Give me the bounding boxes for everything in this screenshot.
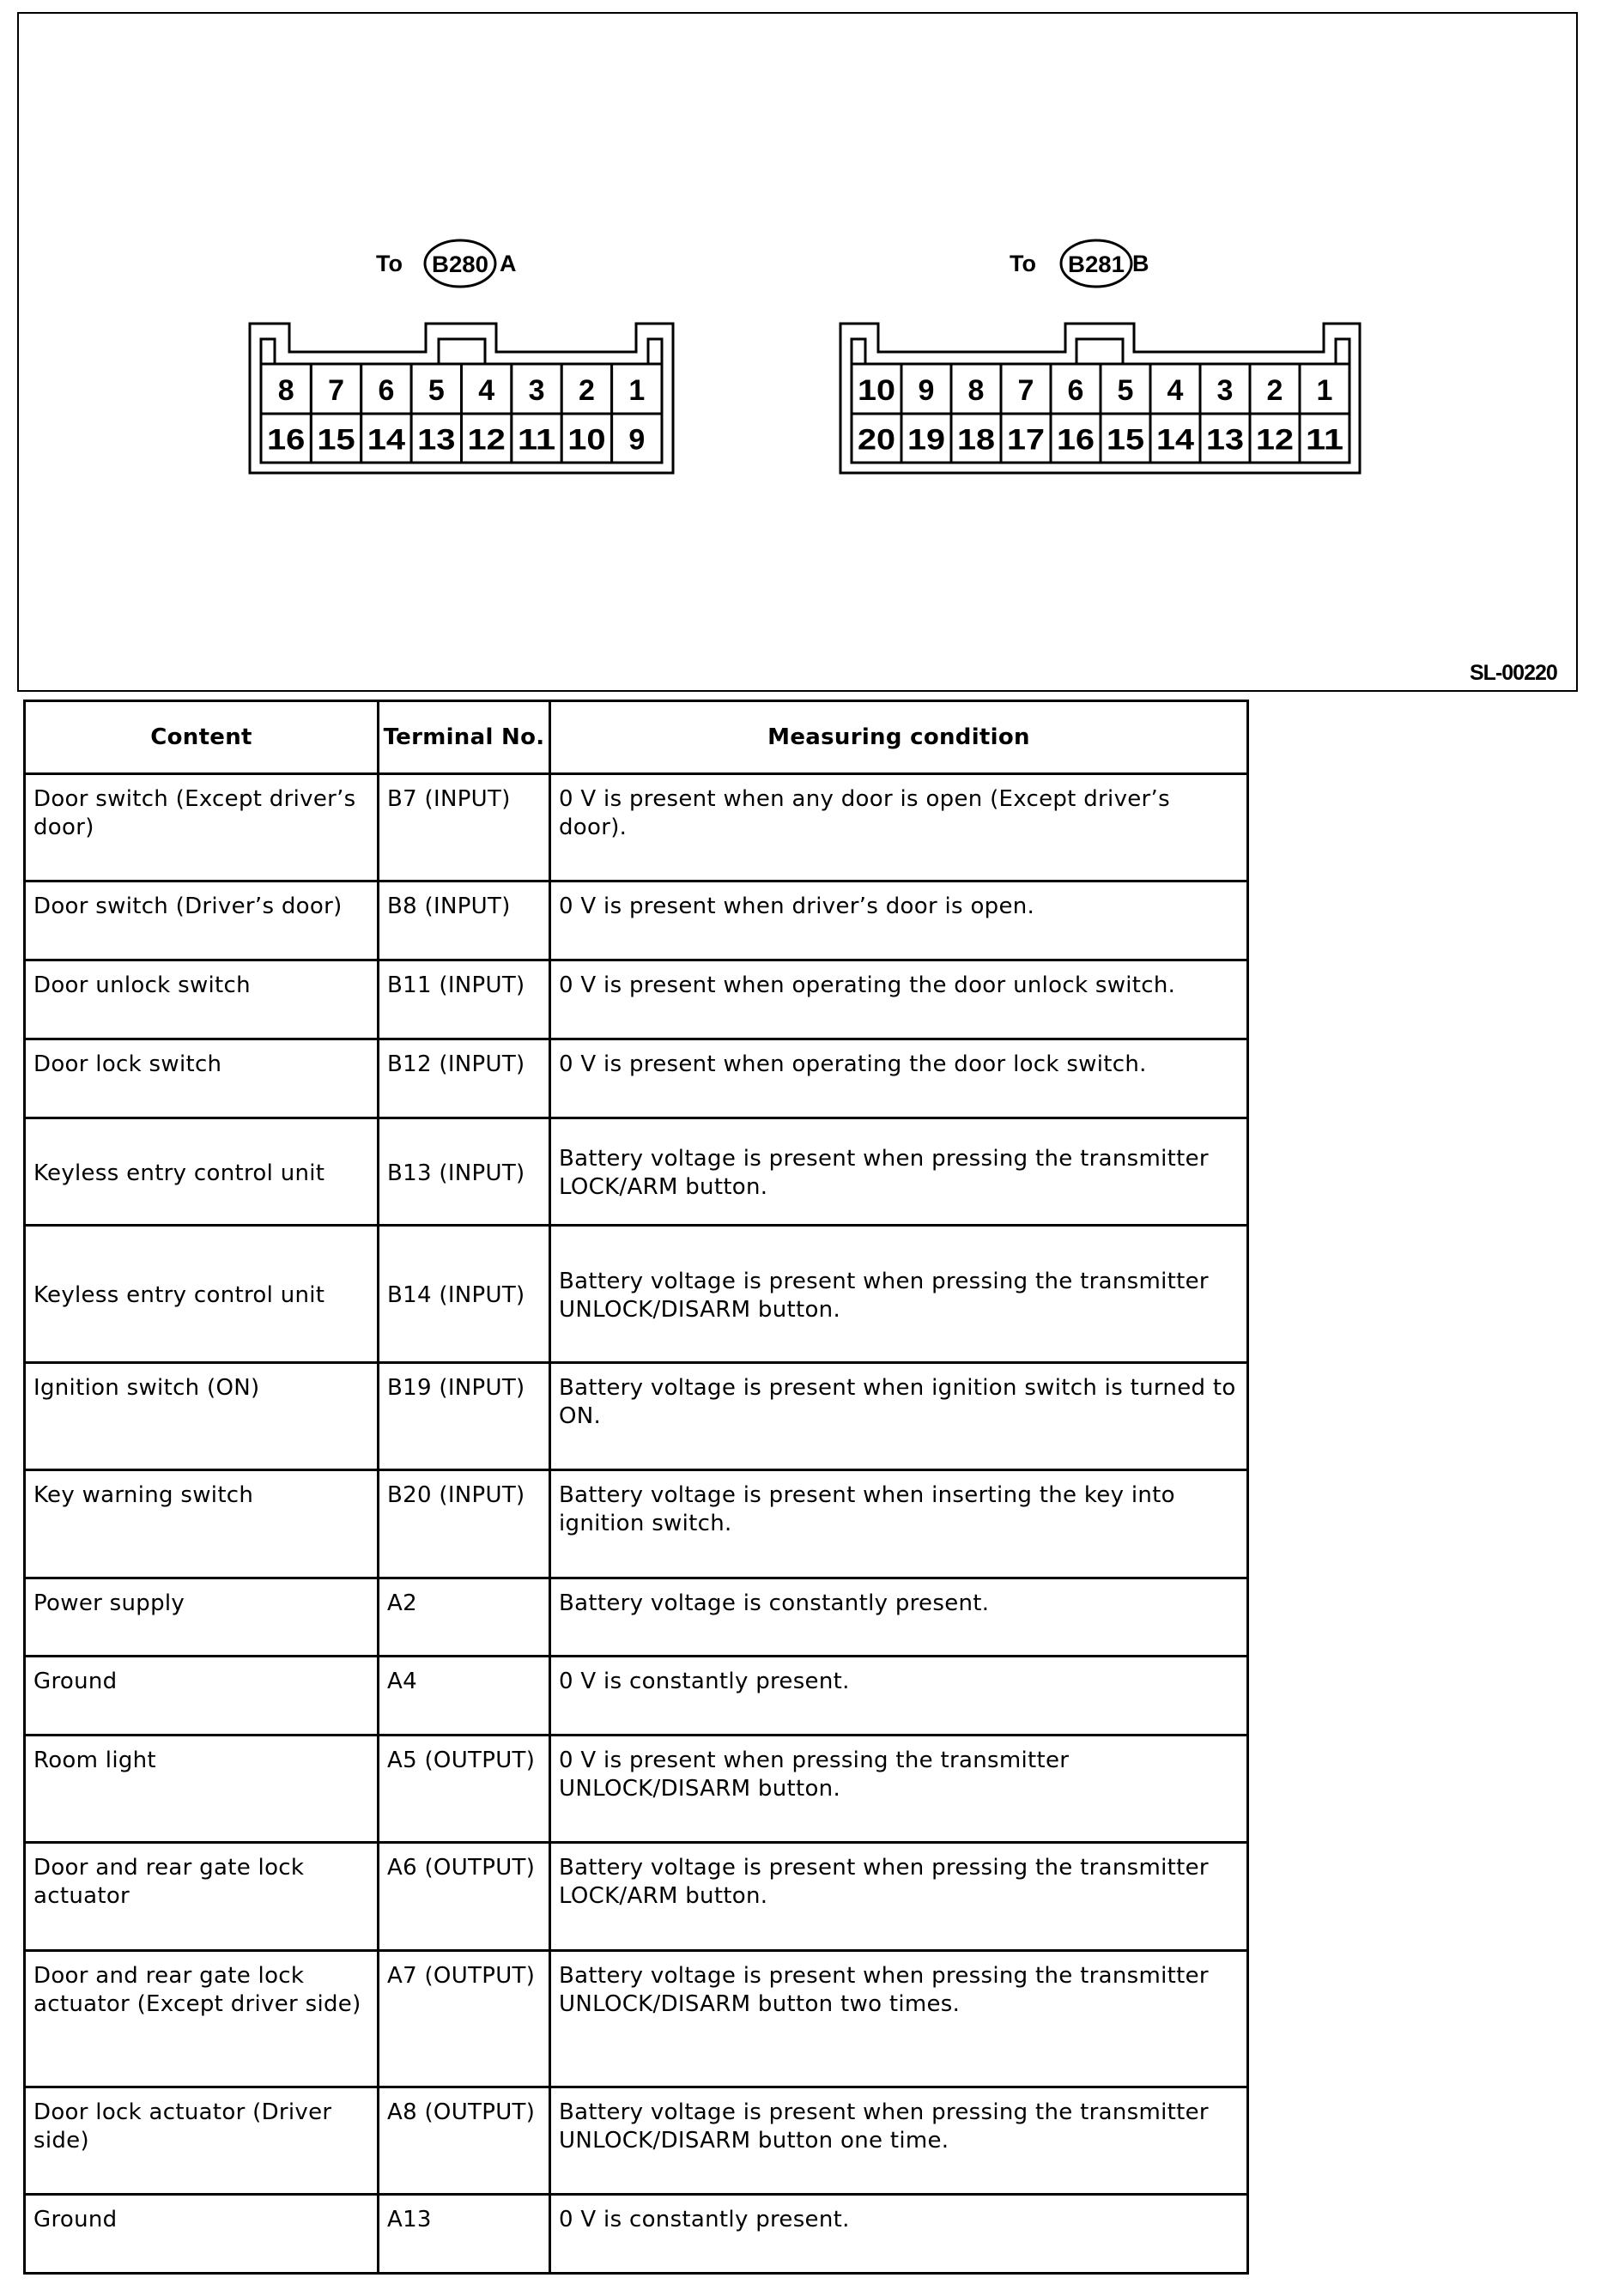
connector-b280	[250, 240, 673, 473]
pin-number: 6	[1067, 374, 1084, 407]
connector-suffix: B	[1132, 251, 1149, 276]
table-row	[25, 1736, 1248, 1843]
connector-b281	[840, 240, 1360, 473]
header-content: Content	[25, 701, 379, 774]
pin-number: 7	[1017, 374, 1034, 407]
pin-number: 11	[1306, 423, 1343, 457]
key-notch	[1076, 339, 1123, 364]
cell-content: Door lock actuator (Driver side)	[25, 2087, 379, 2195]
pin-number: 9	[628, 423, 646, 457]
pin-number: 13	[417, 423, 456, 457]
to-label: To	[376, 251, 403, 276]
cell-terminal: A13	[379, 2195, 550, 2274]
cell-condition: 0 V is present when operating the door unlock switch.	[550, 960, 1248, 1039]
pin-number: 3	[528, 374, 545, 407]
cell-condition: Battery voltage is constantly present.	[550, 1578, 1248, 1657]
pin-number: 13	[1206, 423, 1244, 457]
pin-number: 9	[918, 374, 935, 407]
pin-number: 3	[1216, 374, 1234, 407]
cell-condition: Battery voltage is present when ignition switch is turned to ON.	[550, 1363, 1248, 1470]
pin-number: 18	[957, 423, 995, 457]
cell-terminal: B7 (INPUT)	[379, 774, 550, 881]
pin-number: 5	[428, 374, 445, 407]
pin-number: 11	[517, 423, 556, 457]
table-row	[25, 881, 1248, 960]
pin-number: 19	[907, 423, 945, 457]
pin-number: 1	[1316, 374, 1333, 407]
table-row	[25, 1118, 1248, 1226]
cell-condition: Battery voltage is present when inserting the key into ignition switch.	[550, 1470, 1248, 1578]
table-row	[25, 1226, 1248, 1363]
cell-terminal: A4	[379, 1657, 550, 1736]
pin-number: 10	[858, 374, 895, 407]
table-row	[25, 1657, 1248, 1736]
cell-condition: Battery voltage is present when pressing the transmitter UNLOCK/DISARM button.	[550, 1226, 1248, 1363]
pin-number: 15	[317, 423, 355, 457]
connector-suffix: A	[500, 251, 517, 276]
cell-condition: Battery voltage is present when pressing the transmitter LOCK/ARM button.	[550, 1118, 1248, 1226]
table-header-row	[25, 701, 1248, 774]
cell-condition: 0 V is constantly present.	[550, 2195, 1248, 2274]
terminal-table	[23, 700, 1249, 2275]
key-notch	[439, 339, 485, 364]
cell-content: Door and rear gate lock actuator (Except driver side)	[25, 1951, 379, 2087]
cell-terminal: A7 (OUTPUT)	[379, 1951, 550, 2087]
cell-content: Door switch (Except driver’s door)	[25, 774, 379, 881]
cell-condition: 0 V is present when driver’s door is open.	[550, 881, 1248, 960]
connector-code: B280	[432, 251, 488, 277]
cell-content: Door unlock switch	[25, 960, 379, 1039]
cell-condition: Battery voltage is present when pressing the transmitter UNLOCK/DISARM button one time.	[550, 2087, 1248, 2195]
pin-number: 8	[277, 374, 294, 407]
to-label: To	[1010, 251, 1036, 276]
pin-number: 6	[378, 374, 395, 407]
lock-tab	[1336, 339, 1349, 364]
cell-terminal: A6 (OUTPUT)	[379, 1843, 550, 1951]
pin-number: 4	[478, 374, 495, 407]
pin-number: 2	[578, 374, 595, 407]
pin-number: 12	[467, 423, 506, 457]
cell-condition: 0 V is present when any door is open (Except driver’s door).	[550, 774, 1248, 881]
cell-terminal: A5 (OUTPUT)	[379, 1736, 550, 1843]
pin-number: 17	[1007, 423, 1045, 457]
pin-number: 10	[567, 423, 606, 457]
cell-terminal: B13 (INPUT)	[379, 1118, 550, 1226]
cell-content: Ground	[25, 1657, 379, 1736]
table-row	[25, 1039, 1248, 1118]
table-row	[25, 1470, 1248, 1578]
table-row	[25, 1578, 1248, 1657]
pin-number: 7	[328, 374, 345, 407]
cell-content: Door lock switch	[25, 1039, 379, 1118]
cell-content: Room light	[25, 1736, 379, 1843]
cell-content: Keyless entry control unit	[25, 1226, 379, 1363]
connector-diagram	[0, 0, 1601, 704]
pin-number: 8	[967, 374, 985, 407]
cell-condition: 0 V is present when operating the door lock switch.	[550, 1039, 1248, 1118]
cell-condition: Battery voltage is present when pressing the transmitter LOCK/ARM button.	[550, 1843, 1248, 1951]
lock-tab	[648, 339, 662, 364]
lock-tab	[261, 339, 275, 364]
table-row	[25, 1843, 1248, 1951]
cell-content: Power supply	[25, 1578, 379, 1657]
pin-number: 20	[858, 423, 895, 457]
pin-number: 14	[367, 423, 406, 457]
cell-terminal: A8 (OUTPUT)	[379, 2087, 550, 2195]
pin-number: 1	[628, 374, 646, 407]
pin-number: 12	[1256, 423, 1294, 457]
table-row	[25, 1363, 1248, 1470]
pin-number: 2	[1266, 374, 1283, 407]
cell-terminal: B14 (INPUT)	[379, 1226, 550, 1363]
cell-condition: 0 V is present when pressing the transmitter UNLOCK/DISARM button.	[550, 1736, 1248, 1843]
cell-content: Ground	[25, 2195, 379, 2274]
table-row	[25, 774, 1248, 881]
cell-terminal: B12 (INPUT)	[379, 1039, 550, 1118]
pin-number: 14	[1156, 423, 1195, 457]
cell-content: Door and rear gate lock actuator	[25, 1843, 379, 1951]
cell-condition: Battery voltage is present when pressing the transmitter UNLOCK/DISARM button two times.	[550, 1951, 1248, 2087]
table-row	[25, 960, 1248, 1039]
cell-content: Door switch (Driver’s door)	[25, 881, 379, 960]
cell-terminal: B20 (INPUT)	[379, 1470, 550, 1578]
table-row	[25, 2087, 1248, 2195]
pin-number: 4	[1167, 374, 1184, 407]
header-terminal: Terminal No.	[379, 701, 550, 774]
table-row	[25, 1951, 1248, 2087]
pin-number: 15	[1107, 423, 1144, 457]
cell-content: Key warning switch	[25, 1470, 379, 1578]
cell-terminal: B8 (INPUT)	[379, 881, 550, 960]
pin-number: 5	[1117, 374, 1134, 407]
cell-terminal: A2	[379, 1578, 550, 1657]
cell-terminal: B19 (INPUT)	[379, 1363, 550, 1470]
cell-condition: 0 V is constantly present.	[550, 1657, 1248, 1736]
pin-number: 16	[1057, 423, 1095, 457]
lock-tab	[852, 339, 865, 364]
cell-content: Ignition switch (ON)	[25, 1363, 379, 1470]
cell-terminal: B11 (INPUT)	[379, 960, 550, 1039]
figure-id: SL-00220	[1470, 661, 1557, 685]
table-row	[25, 2195, 1248, 2274]
cell-content: Keyless entry control unit	[25, 1118, 379, 1226]
pin-number: 16	[267, 423, 306, 457]
header-condition: Measuring condition	[550, 701, 1248, 774]
connector-code: B281	[1068, 251, 1125, 277]
